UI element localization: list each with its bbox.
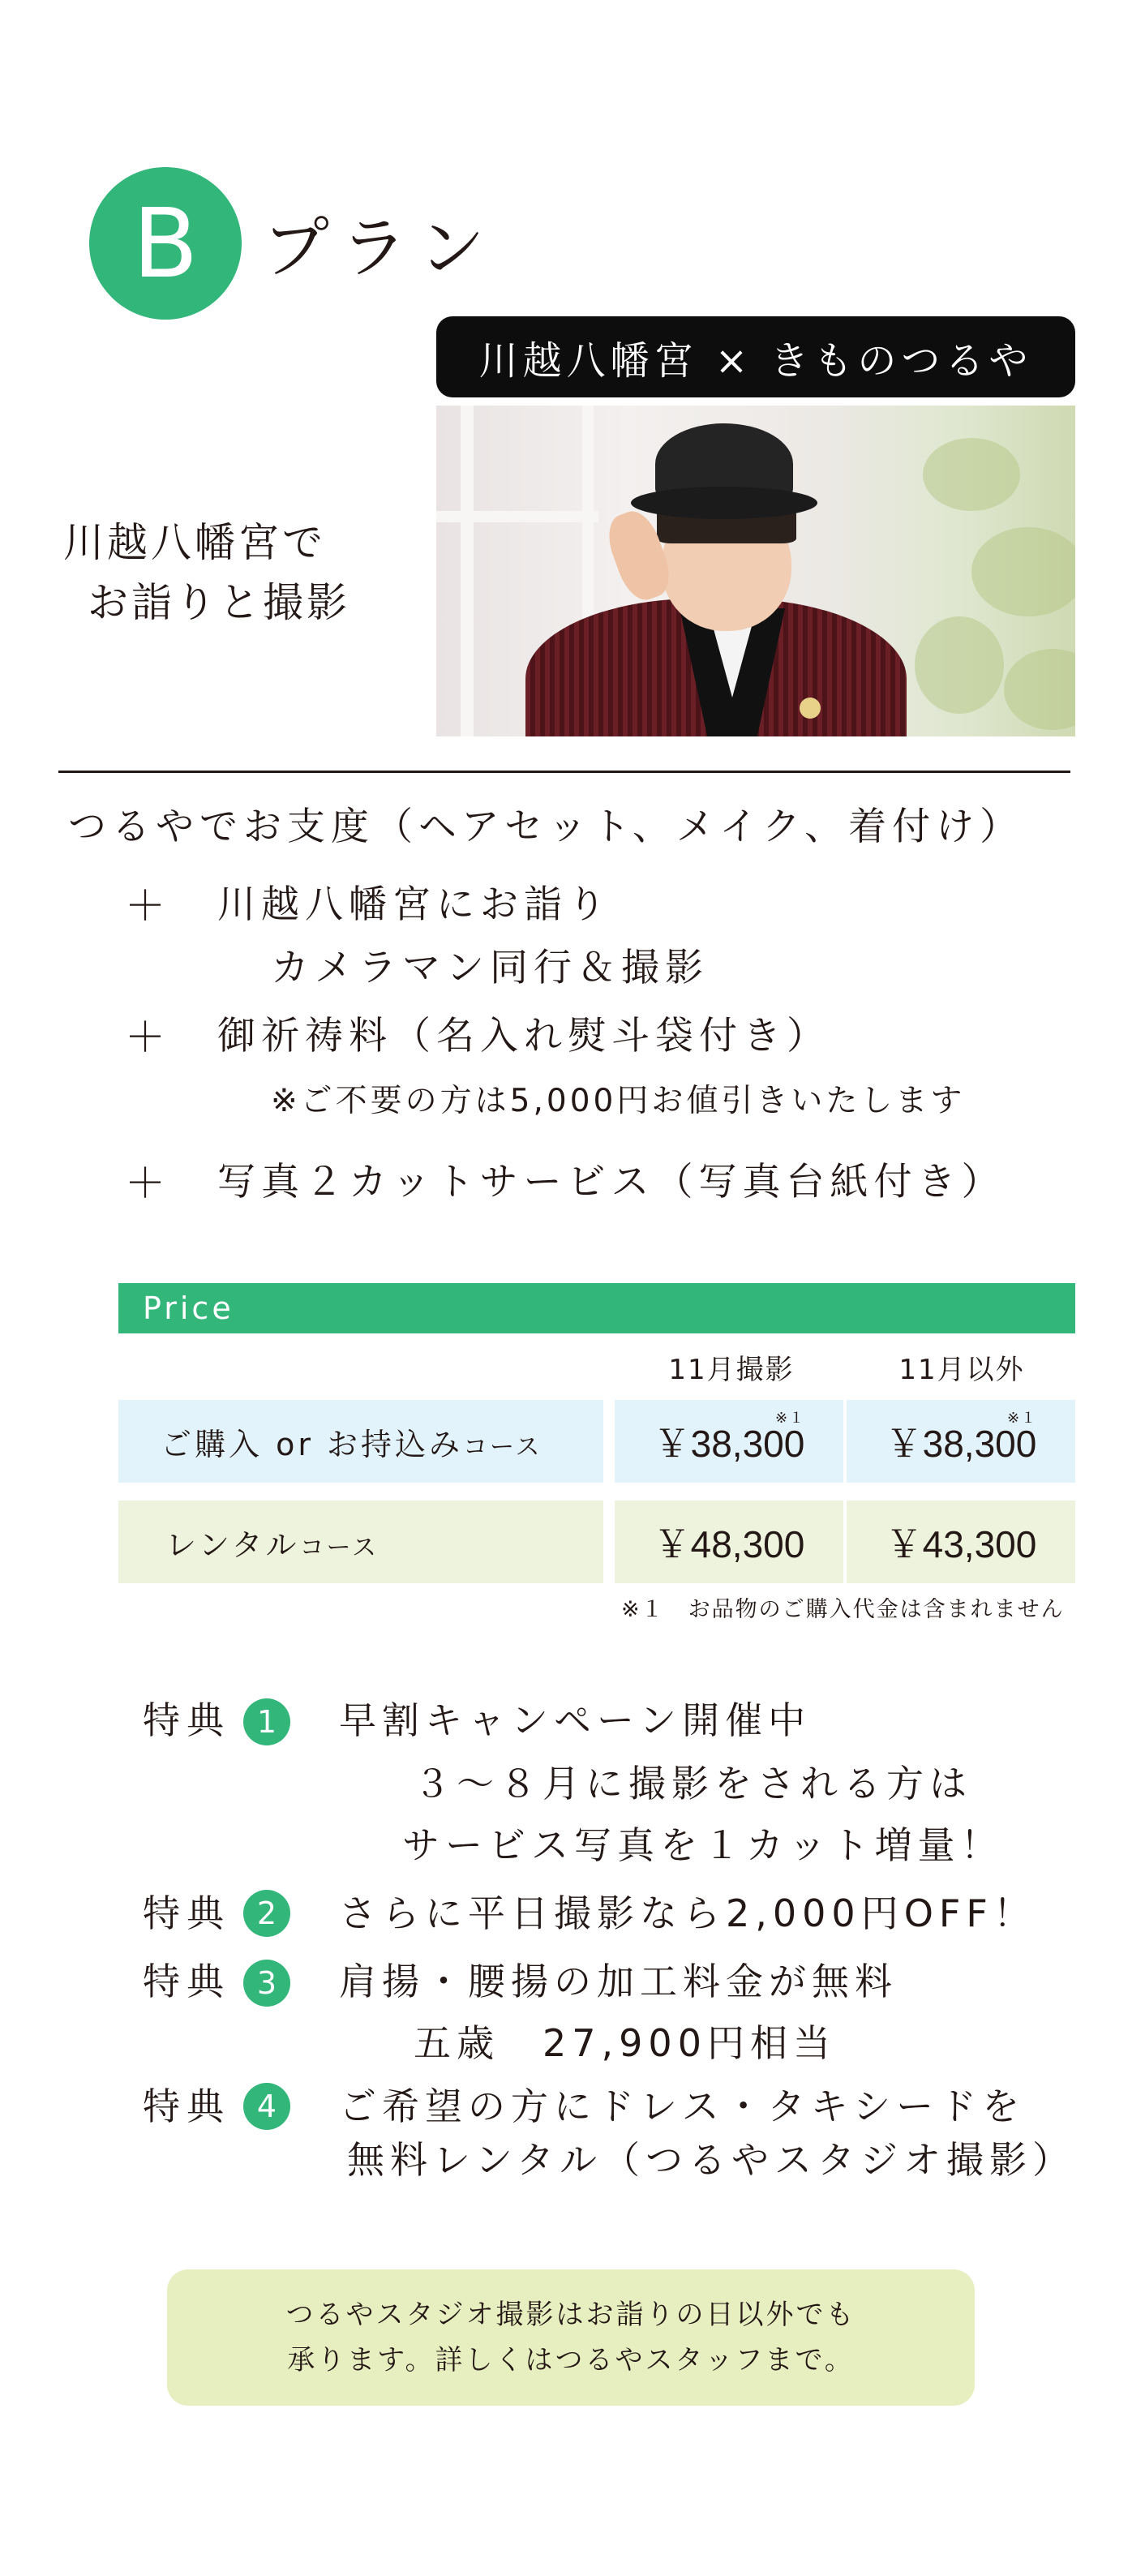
perk-number-badge: 2 (243, 1890, 290, 1937)
price-cell (615, 1400, 843, 1483)
callout-line-2: 承ります。詳しくはつるやスタッフまで。 (287, 2344, 855, 2376)
price-value: ￥38,300 (653, 1423, 805, 1465)
perk-label: 特典 (143, 2084, 230, 2128)
perk-1-line-3: サービス写真を１カット増量！ (402, 1823, 1004, 1867)
plus-sign: ＋ (125, 1160, 165, 1207)
perk-number-badge: 4 (243, 2083, 290, 2130)
intro-line-2: お詣りと撮影 (88, 579, 350, 626)
course-suffix: コース (299, 1533, 380, 1562)
service-lead: つるやでお支度（ヘアセット、メイク、着付け） (68, 805, 1024, 849)
callout-line-1: つるやスタジオ撮影はお詣りの日以外でも (285, 2299, 856, 2331)
perk-1-line-2: ３～８月に撮影をされる方は (414, 1762, 972, 1805)
course-name-text: ご購入 or お持込み (161, 1426, 464, 1462)
price-cell (847, 1400, 1075, 1483)
price-footnote: ※１ お品物のご購入代金は含まれません (621, 1597, 1065, 1622)
perk-label: 特典 (143, 1698, 230, 1742)
price-label: Price (143, 1290, 234, 1326)
perk-3-line-1: 肩揚・腰揚の加工料金が無料 (339, 1960, 898, 2003)
course-name-rental (118, 1501, 603, 1583)
service-item-3-line-1: 写真２カットサービス（写真台紙付き） (217, 1160, 1006, 1204)
service-item-1-line-1: 川越八幡宮にお詣り (217, 882, 611, 927)
price-header-bar (118, 1283, 1075, 1333)
perk-2-line-1: さらに平日撮影なら2,000円OFF！ (339, 1891, 1036, 1935)
price-cell (615, 1501, 843, 1583)
perk-1-line-1: 早割キャンペーン開催中 (339, 1698, 812, 1742)
perk-label: 特典 (143, 1891, 230, 1935)
service-item-2-line-1: 御祈祷料（名入れ熨斗袋付き） (217, 1014, 830, 1058)
plan-badge (89, 167, 242, 320)
section-divider (58, 771, 1070, 773)
course-suffix: コース (463, 1432, 542, 1462)
collaboration-banner: 川越八幡宮 × きものつるや (436, 316, 1075, 397)
perk-4-line-1: ご希望の方にドレス・タキシードを (339, 2084, 1026, 2128)
perk-number-badge: 3 (243, 1960, 290, 2007)
price-cell (847, 1501, 1075, 1583)
service-item-1-line-2: カメラマン同行＆撮影 (271, 946, 709, 990)
price-value: ￥43,300 (885, 1523, 1037, 1565)
column-header-november: 11月撮影 (668, 1354, 795, 1386)
plan-title: プラン (263, 210, 497, 287)
price-value: ￥48,300 (653, 1523, 805, 1565)
price-value: ￥38,300 (885, 1423, 1037, 1465)
service-item-2-note: ※ご不要の方は5,000円お値引きいたします (271, 1083, 966, 1119)
intro-line-1: 川越八幡宮で (63, 519, 326, 566)
child-kimono-photo (436, 406, 1075, 736)
footnote-mark: ※１ (1007, 1410, 1038, 1427)
plan-letter: B (132, 187, 199, 299)
column-header-other-months: 11月以外 (898, 1354, 1025, 1386)
perk-label: 特典 (143, 1960, 230, 2003)
studio-callout (167, 2269, 975, 2406)
perk-4-line-2: 無料レンタル（つるやスタジオ撮影） (347, 2138, 1076, 2182)
perk-3-line-2: 五歳 27,900円相当 (414, 2021, 836, 2065)
course-name-purchase (118, 1400, 603, 1483)
perk-number-badge: 1 (243, 1698, 290, 1745)
course-name-text: レンタル (165, 1526, 300, 1563)
plus-sign: ＋ (125, 882, 165, 930)
footnote-mark: ※１ (775, 1410, 806, 1427)
plus-sign: ＋ (125, 1014, 165, 1061)
intro-text (63, 513, 350, 633)
